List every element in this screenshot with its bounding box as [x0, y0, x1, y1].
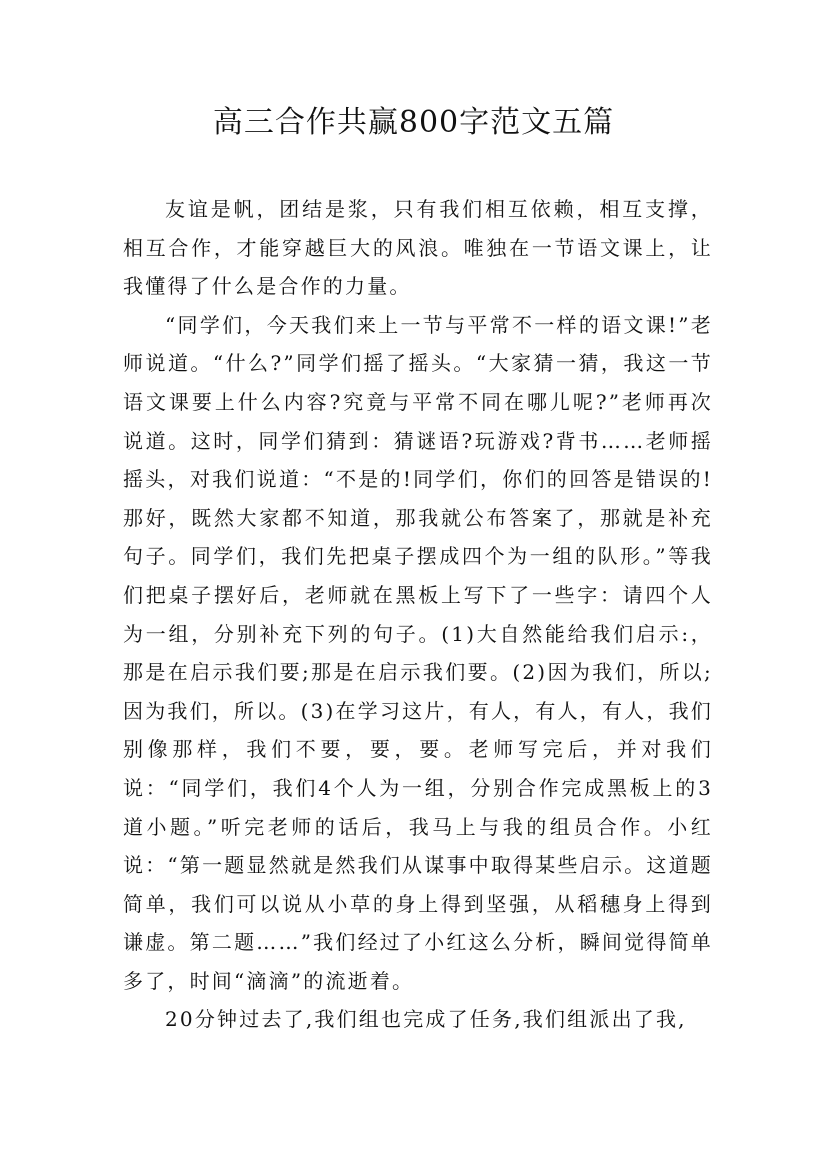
document-body: [123, 190, 713, 1039]
paragraph-twenty-minutes: 20分钟过去了,我们组也完成了任务,我们组派出了我,: [165, 1007, 687, 1032]
paragraph-classroom-story: “同学们，今天我们来上一节与平常不一样的语文课!”老师说道。“什么?”同学们摇了摇头。“大家猜一猜，我这一节语文课要上什么内容?究竟与平常不同在哪儿呢?”老师再次说道。这时，同学们猜到：猜谜语?玩游戏?背书……老师摇摇头，对我们说道：“不是的!同学们，你们的回答是错误的!那好，既然大家都不知道，那我就公布答案了，那就是补充句子。同学们，我们先把桌子摆成四个为一组的队形。”等我们把桌子摆好后，老师就在黑板上写下了一些字：请四个人为一组，分别补充下列的句子。(1)大自然能给我们启示:，那是在启示我们要;那是在启示我们要。(2)因为我们，所以;因为我们，所以。(3)在学习这片，有人，有人，有人，我们别像那样，我们不要，要，要。老师写完后，并对我们说：“同学们，我们4个人为一组，分别合作完成黑板上的3道小题。”听完老师的话后，我马上与我的组员合作。小红说：“第一题显然就是然我们从谋事中取得某些启示。这道题简单，我们可以说从小草的身上得到坚强，从稻穗身上得到谦虚。第二题……”我们经过了小红这么分析，瞬间觉得简单多了，时间“滴滴”的流逝着。: [123, 312, 713, 993]
document-title: 高三合作共赢800字范文五篇: [212, 105, 615, 140]
paragraph-intro: 友谊是帆，团结是浆，只有我们相互依赖，相互支撑，相互合作，才能穿越巨大的风浪。唯独在一节语文课上，让我懂得了什么是合作的力量。: [123, 197, 713, 299]
